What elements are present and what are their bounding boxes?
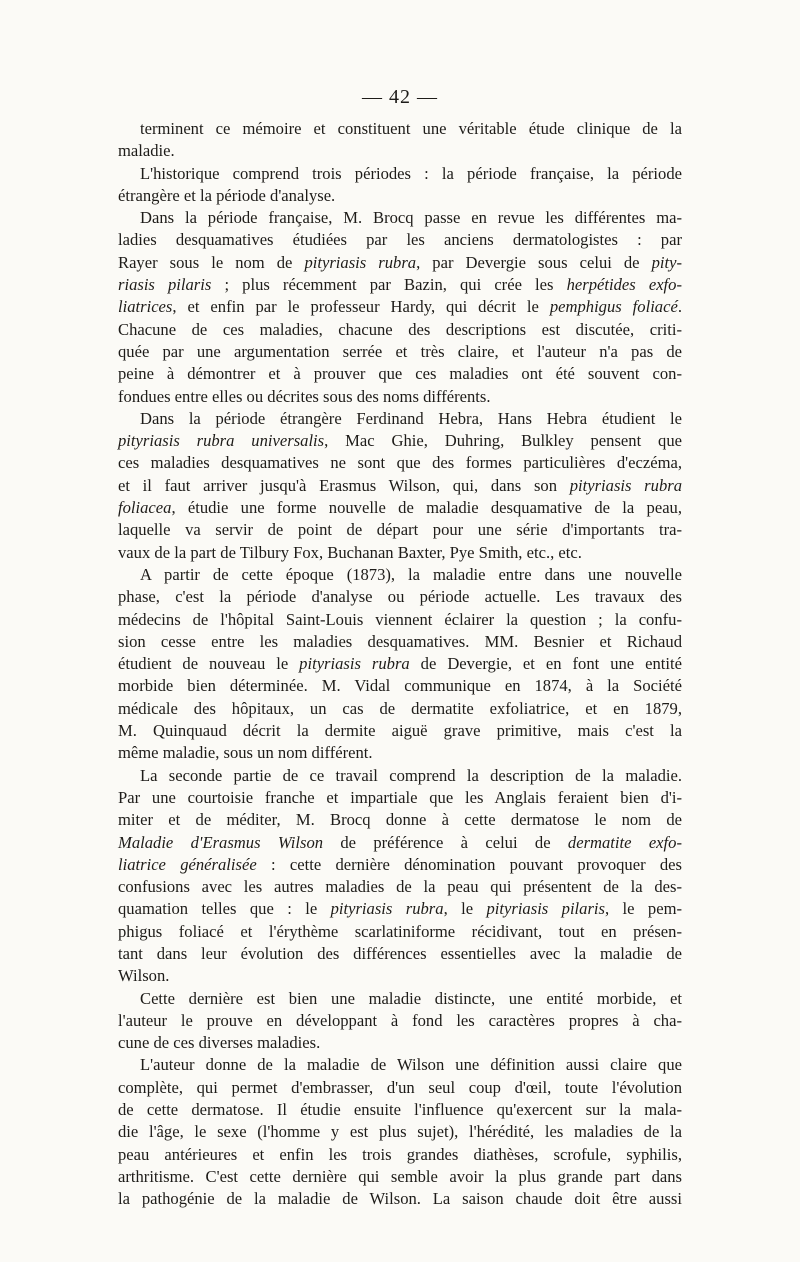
text-line: foliacea, étudie une forme nouvelle de maladie desquamative de la peau, (118, 498, 682, 518)
text-line: La seconde partie de ce travail comprend la description de la maladie. (140, 765, 682, 785)
book-page (118, 84, 682, 1211)
text-line: laquelle va servir de point de départ pour une série d'importants tra- (118, 520, 682, 540)
italic-term: herpétides exfo- (566, 275, 682, 295)
text-line: et il faut arriver jusqu'à Erasmus Wilson, qui, dans son pityriasis rubra (118, 475, 682, 495)
text-line: liatrice généralisée : cette dernière dénomination pouvant provoquer des (118, 854, 683, 874)
italic-term: pityriasis pilaris (486, 899, 605, 919)
italic-term: riasis pilaris (118, 275, 212, 295)
text-line: Maladie d'Erasmus Wilson de préférence à celui de dermatite exfo- (118, 832, 682, 852)
text-line: cune de ces diverses maladies. (118, 1033, 321, 1053)
italic-term: pityriasis rubra (569, 475, 682, 495)
text-line: terminent ce mémoire et constituent une véritable étude clinique de la (140, 119, 682, 138)
body-text (118, 118, 682, 1211)
text-line: phase, c'est la période d'analyse ou période actuelle. Les travaux des (118, 587, 682, 607)
italic-term: pityriasis rubra (299, 654, 410, 674)
paragraph (118, 765, 682, 988)
text-line: L'auteur donne de la maladie de Wilson une définition aussi claire que (140, 1055, 682, 1075)
text-line: tant dans leur évolution des différences essentielles avec la maladie de (118, 943, 682, 963)
text-line: complète, qui permet d'embrasser, d'un seul coup d'œil, toute l'évolution (118, 1077, 682, 1097)
text-line: die l'âge, le sexe (l'homme y est plus sujet), l'hérédité, les maladies de la (118, 1122, 682, 1142)
text-line: phigus foliacé et l'érythème scarlatiniforme récidivant, tout en présen- (118, 921, 682, 941)
text-line: étrangère et la période d'analyse. (118, 185, 336, 205)
text-line: vaux de la part de Tilbury Fox, Buchanan Baxter, Pye Smith, etc., etc. (118, 542, 582, 562)
text-line: de cette dermatose. Il étudie ensuite l'influence qu'exercent sur la mala- (118, 1100, 682, 1120)
text-line: riasis pilaris ; plus récemment par Bazin, qui crée les herpétides exfo- (118, 275, 682, 295)
text-line: Wilson. (118, 966, 170, 986)
text-line: ces maladies desquamatives ne sont que des formes particulières d'eczéma, (118, 453, 682, 473)
italic-term: liatrices (118, 297, 173, 317)
italic-term: Maladie d'Erasmus Wilson (118, 832, 324, 852)
paragraph (118, 163, 682, 208)
italic-term: pity- (651, 252, 683, 272)
text-line: Dans la période française, M. Brocq passe en revue les différentes ma- (140, 208, 682, 228)
text-line: peine à démontrer et à prouver que ces maladies ont été souvent con- (118, 364, 682, 384)
italic-term: pityriasis rubra (304, 252, 417, 272)
text-line: arthritisme. C'est cette dernière qui semble avoir la plus grande part dans (118, 1166, 682, 1186)
text-line: ladies desquamatives étudiées par les anciens dermatologistes : par (118, 230, 682, 250)
text-line: L'historique comprend trois périodes : la période française, la période (140, 163, 682, 183)
paragraph (118, 408, 682, 564)
text-line: peau antérieures et enfin les trois grandes diathèses, scrofule, syphilis, (118, 1144, 682, 1164)
text-line: confusions avec les autres maladies de la peau qui présentent de la des- (118, 877, 682, 897)
text-line: sion cesse entre les maladies desquamatives. MM. Besnier et Richaud (118, 631, 682, 651)
text-line: morbide bien déterminée. M. Vidal communique en 1874, à la Société (118, 676, 682, 696)
text-line: l'auteur le prouve en développant à fond les caractères propres à cha- (118, 1010, 682, 1030)
page-number: — 42 — (362, 86, 438, 108)
text-line: quée par une argumentation serrée et très claire, et l'auteur n'a pas de (118, 341, 682, 361)
italic-term: dermatite exfo- (567, 832, 682, 852)
text-line: la pathogénie de la maladie de Wilson. La saison chaude doit être aussi (118, 1189, 682, 1209)
text-line: Cette dernière est bien une maladie distincte, une entité morbide, et (140, 988, 682, 1008)
text-line: M. Quinquaud décrit la dermite aiguë grave primitive, mais c'est la (118, 721, 682, 741)
text-line: pityriasis rubra universalis, Mac Ghie, Duhring, Bulkley pensent que (118, 431, 683, 451)
italic-term: pityriasis rubra universalis (118, 431, 325, 451)
text-line: Par une courtoisie franche et impartiale que les Anglais feraient bien d'i- (118, 787, 682, 807)
italic-term: foliacea (118, 498, 172, 518)
text-line: Chacune de ces maladies, chacune des descriptions est discutée, criti- (118, 319, 682, 339)
text-line: étudient de nouveau le pityriasis rubra de Devergie, et en font une entité (118, 654, 682, 674)
paragraph (118, 118, 682, 163)
paragraph (118, 1054, 682, 1210)
paragraph (118, 988, 682, 1055)
text-line: Dans la période étrangère Ferdinand Hebra, Hans Hebra étudient le (140, 408, 682, 428)
italic-term: pityriasis rubra (330, 899, 444, 919)
paragraph (118, 207, 682, 408)
italic-term: pemphigus foliacé (549, 297, 678, 317)
italic-term: liatrice généralisée (118, 854, 257, 874)
text-line: quamation telles que : le pityriasis rubra, le pityriasis pilaris, le pem- (118, 899, 683, 919)
text-line: Rayer sous le nom de pityriasis rubra, par Devergie sous celui de pity- (118, 252, 683, 272)
text-line: médicale des hôpitaux, un cas de dermatite exfoliatrice, et en 1879, (118, 698, 682, 718)
text-line: liatrices, et enfin par le professeur Hardy, qui décrit le pemphigus foliacé. (118, 297, 682, 317)
text-line: A partir de cette époque (1873), la maladie entre dans une nouvelle (140, 564, 682, 584)
text-line: même maladie, sous un nom différent. (118, 743, 373, 763)
paragraph (118, 564, 682, 765)
text-line: maladie. (118, 141, 175, 161)
text-line: médecins de l'hôpital Saint-Louis viennent éclairer la question ; la confu- (118, 609, 682, 629)
text-line: miter et de méditer, M. Brocq donne à cette dermatose le nom de (118, 810, 682, 830)
text-line: fondues entre elles ou décrites sous des noms différents. (118, 386, 491, 406)
